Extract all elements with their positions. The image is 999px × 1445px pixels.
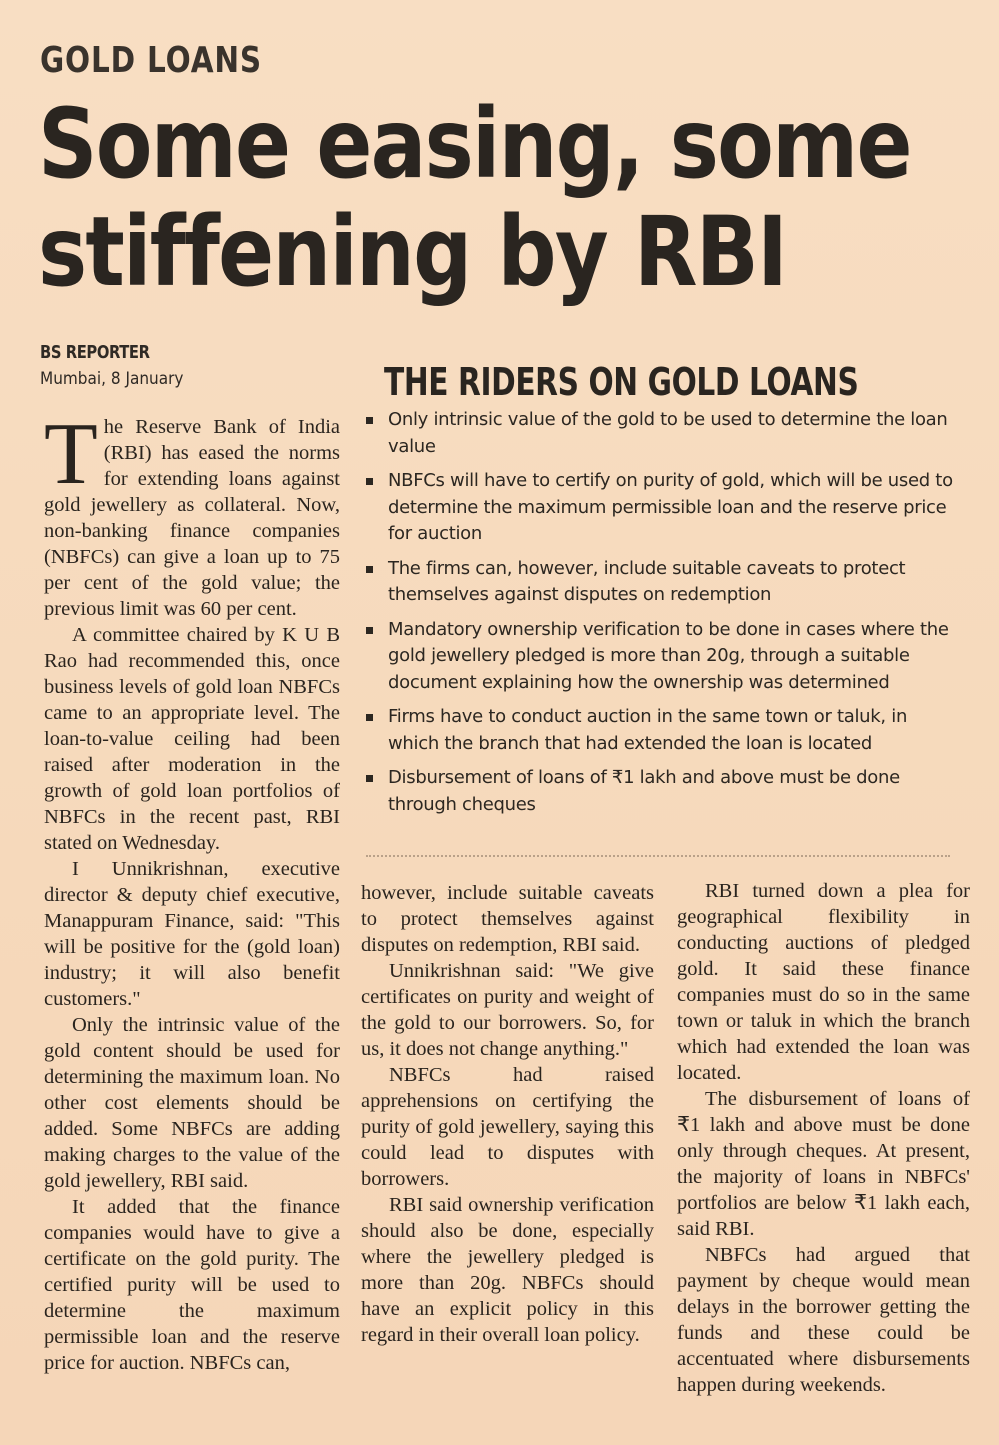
square-bullet-icon [366, 417, 373, 424]
dateline: Mumbai, 8 January [40, 369, 184, 389]
paragraph: NBFCs had argued that payment by cheque would mean delays in the borrower getting the funds and these could be accentuated where disbursements happen during weekends. [677, 1244, 970, 1396]
rider-item [364, 617, 954, 697]
rider-item [364, 407, 954, 460]
paragraph: The disbursement of loans of ₹1 lakh and above must be done only through cheques. At present, the majority of loans in NBFCs' portfolios are below ₹1 lakh each, said RBI. [677, 1088, 970, 1240]
rider-item [364, 556, 954, 609]
square-bullet-icon [366, 478, 373, 485]
rider-item [364, 468, 954, 548]
paragraph: Only the intrinsic value of the gold content should be used for determining the maximum loan. No other cost elements should be added. Some NBFCs are adding making charges to the value of the gold jewellery, RBI said. [44, 1014, 340, 1192]
rider-text: NBFCs will have to certify on purity of gold, which will be used to determine the maximum permissible loan and the reserve price for auction [388, 470, 953, 544]
paragraph: I Unnikrishnan, executive director & deputy chief executive, Manappuram Finance, said: "This will be positive for the (gold loan) industry; it will also benefit customers." [44, 858, 340, 1010]
headline-line-1: Some easing, some [38, 88, 911, 200]
square-bullet-icon [366, 775, 373, 782]
square-bullet-icon [366, 566, 373, 573]
article-column-2 [361, 880, 654, 1348]
section-kicker: GOLD LOANS [40, 40, 262, 81]
headline [38, 88, 911, 308]
paragraph: It added that the finance companies would have to give a certificate on the gold purity. The certified purity will be used to determine the maximum permissible loan and the reserve price for auction. NBFCs can, [44, 1196, 340, 1374]
paragraph-text: he Reserve Bank of India (RBI) has eased the norms for extending loans against gold jewellery as collateral. Now, non-banking finance companies (NBFCs) can give a loan up to 75 per cent of the gold value; the previous limit was 60 per cent. [44, 416, 340, 620]
paragraph: RBI turned down a plea for geographical flexibility in conducting auctions of pledged gold. It said these finance companies must do so in the same town or taluk in which the branch which had extended the loan was located. [677, 880, 970, 1084]
rider-item [364, 765, 954, 818]
paragraph: Unnikrishnan said: "We give certificates on purity and weight of the gold to our borrowers. So, for us, it does not change anything." [361, 960, 654, 1060]
paragraph: A committee chaired by K U B Rao had recommended this, once business levels of gold loan NBFCs came to an appropriate level. The loan-to-value ceiling had been raised after moderation in the growth of gold loan portfolios of NBFCs in the recent past, RBI stated on Wednesday. [44, 624, 340, 854]
article-column-1 [44, 406, 340, 1376]
rider-item [364, 704, 954, 757]
square-bullet-icon [366, 714, 373, 721]
paragraph [44, 406, 340, 622]
drop-cap: T [44, 406, 98, 503]
headline-line-2: stiffening by RBI [38, 196, 787, 308]
square-bullet-icon [366, 627, 373, 634]
paragraph: RBI said ownership verification should also be done, especially where the jewellery pledged is more than 20g. NBFCs should have an explicit policy in this regard in their overall loan policy. [361, 1194, 654, 1346]
paragraph: NBFCs had raised apprehensions on certifying the purity of gold jewellery, saying this could lead to disputes with borrowers. [361, 1064, 654, 1190]
rider-text: Disbursement of loans of ₹1 lakh and above must be done through cheques [388, 767, 900, 815]
rider-text: The firms can, however, include suitable caveats to protect themselves against disputes on redemption [388, 557, 906, 605]
riders-box-title: THE RIDERS ON GOLD LOANS [384, 360, 859, 404]
article-column-3 [677, 878, 970, 1398]
riders-list [364, 407, 954, 826]
box-divider [366, 855, 950, 857]
paragraph: however, include suitable caveats to protect themselves against disputes on redemption, RBI said. [361, 882, 654, 956]
byline: BS REPORTER [40, 342, 150, 363]
rider-text: Only intrinsic value of the gold to be used to determine the loan value [388, 409, 948, 457]
rider-text: Firms have to conduct auction in the same town or taluk, in which the branch that had extended the loan is located [388, 706, 908, 754]
rider-text: Mandatory ownership verification to be done in cases where the gold jewellery pledged is more than 20g, through a suitable document explaining how the ownership was determined [388, 618, 949, 693]
